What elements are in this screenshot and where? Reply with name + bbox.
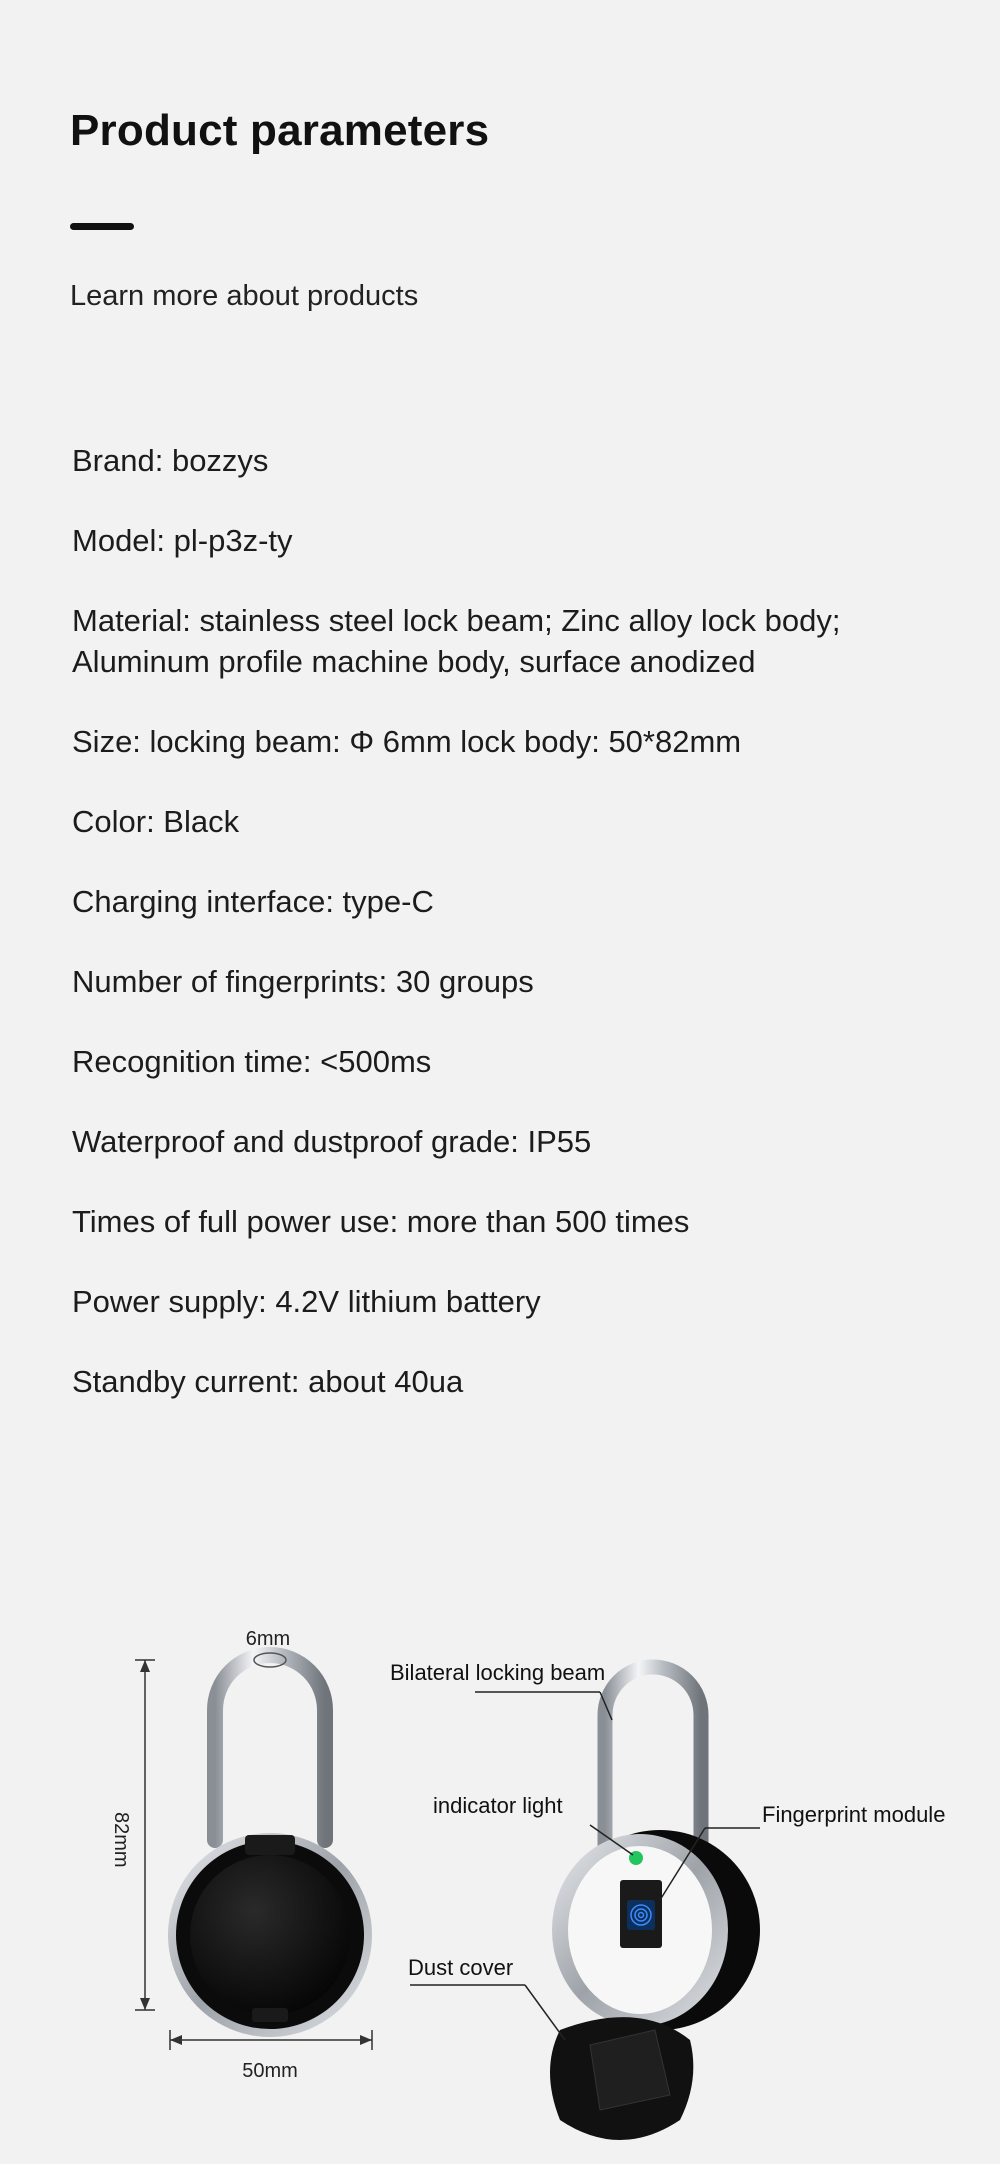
spec-size: Size: locking beam: Φ 6mm lock body: 50*82mm bbox=[72, 724, 742, 759]
width-dimension-label: 50mm bbox=[242, 2060, 298, 2082]
spec-waterproof: Waterproof and dustproof grade: IP55 bbox=[72, 1124, 592, 1159]
spec-charging: Charging interface: type-C bbox=[72, 884, 434, 919]
spec-power-supply: Power supply: 4.2V lithium battery bbox=[72, 1284, 541, 1319]
title-underline bbox=[70, 223, 134, 230]
spec-color: Color: Black bbox=[72, 804, 240, 839]
callout-dust-cover: Dust cover bbox=[408, 1955, 514, 1980]
spec-fingerprints: Number of fingerprints: 30 groups bbox=[72, 964, 534, 999]
callout-fingerprint-module: Fingerprint module bbox=[762, 1802, 946, 1827]
height-dimension-label: 82mm bbox=[110, 1812, 132, 1868]
page-title: Product parameters bbox=[70, 106, 490, 155]
callout-indicator-light: indicator light bbox=[433, 1793, 563, 1818]
spec-power-use: Times of full power use: more than 500 times bbox=[72, 1204, 690, 1239]
spec-model: Model: pl-p3z-ty bbox=[72, 523, 293, 558]
padlock-front-view bbox=[110, 1628, 372, 2082]
spec-recognition: Recognition time: <500ms bbox=[72, 1044, 432, 1079]
shackle-diameter-label: 6mm bbox=[245, 1628, 291, 1650]
spec-list bbox=[72, 440, 952, 1441]
callout-locking-beam: Bilateral locking beam bbox=[390, 1660, 606, 1685]
spec-standby: Standby current: about 40ua bbox=[72, 1364, 464, 1399]
spec-brand: Brand: bozzys bbox=[72, 443, 269, 478]
padlock-illustration bbox=[0, 1600, 1000, 2159]
page-subtitle: Learn more about products bbox=[70, 280, 419, 312]
spec-material: Material: stainless steel lock beam; Zinc alloy lock body; Aluminum profile machine body, surface anodized bbox=[72, 603, 841, 679]
padlock-angled-view bbox=[390, 1660, 945, 2140]
product-figure bbox=[0, 1600, 1000, 2159]
